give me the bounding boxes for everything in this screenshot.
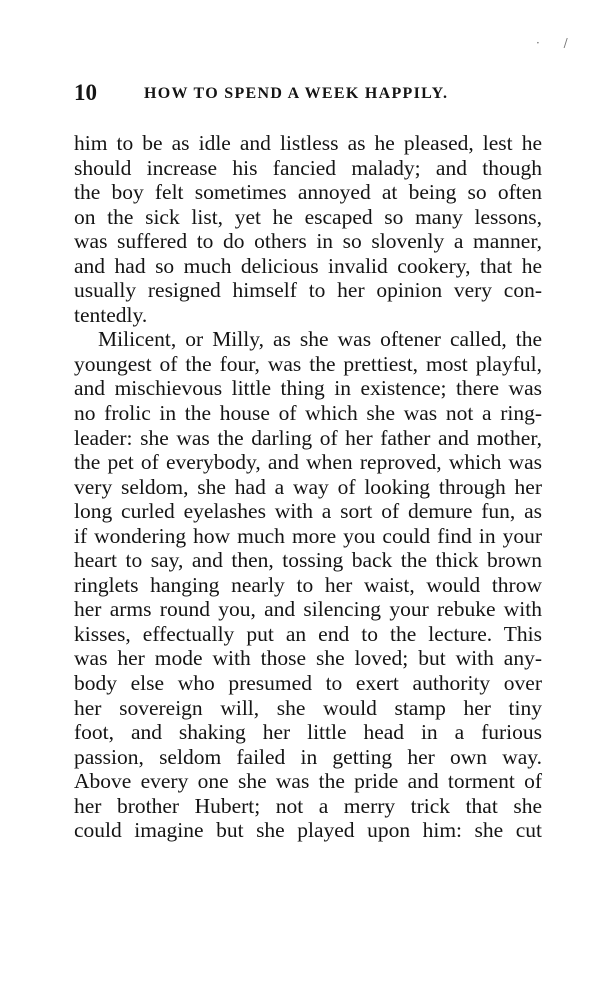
text-line: him to be as idle and listless as he pleased, lest he [74,131,542,155]
corner-marks: · / [536,36,578,50]
text-line: and mischievous little thing in existence; there was [74,376,542,401]
text-line: was her mode with those she loved; but with any- [74,646,542,671]
text-line: kisses, effectually put an end to the lecture. This [74,621,542,646]
running-head [74,78,514,108]
text-line: foot, and shaking her little head in a furious [74,720,542,745]
text-line: leader: she was the darling of her father and mother, [74,425,542,450]
text-line: usually resigned himself to her opinion very con- [74,278,542,303]
text-line: was suffered to do others in so slovenly a manner, [74,229,542,254]
text-line: Above every one she was the pride and torment of [74,769,542,794]
body-text [74,131,542,843]
text-line: should increase his fancied malady; and though [74,155,542,180]
text-line: her brother Hubert; not a merry trick that she [74,793,542,818]
text-line: Milicent, or Milly, as she was oftener called, the [98,327,542,352]
page-number: 10 [74,80,97,105]
running-title: HOW TO SPEND A WEEK HAPPILY. [144,85,449,102]
text-line: on the sick list, yet he escaped so many lessons, [74,204,542,229]
text-line: tentedly. [74,302,148,327]
text-line: could imagine but she played upon him: she cut [74,818,542,843]
text-line: very seldom, she had a way of looking through her [74,474,542,499]
text-line: the pet of everybody, and when reproved, which was [74,450,542,475]
text-line: ringlets hanging nearly to her waist, would throw [74,572,542,597]
text-line: the boy felt sometimes annoyed at being so often [74,180,542,205]
text-line: and had so much delicious invalid cookery, that he [74,253,542,278]
text-line: heart to say, and then, tossing back the thick brown [74,548,542,573]
text-line: if wondering how much more you could find in your [74,523,542,548]
text-line: long curled eyelashes with a sort of demure fun, as [74,499,542,524]
text-line: body else who presumed to exert authority over [74,671,542,696]
text-line: her sovereign will, she would stamp her tiny [74,695,542,720]
text-line: no frolic in the house of which she was not a ring- [74,401,542,426]
text-line: passion, seldom failed in getting her own way. [74,744,542,769]
text-line: youngest of the four, was the prettiest, most playful, [74,351,542,376]
text-line: her arms round you, and silencing your rebuke with [74,597,542,622]
